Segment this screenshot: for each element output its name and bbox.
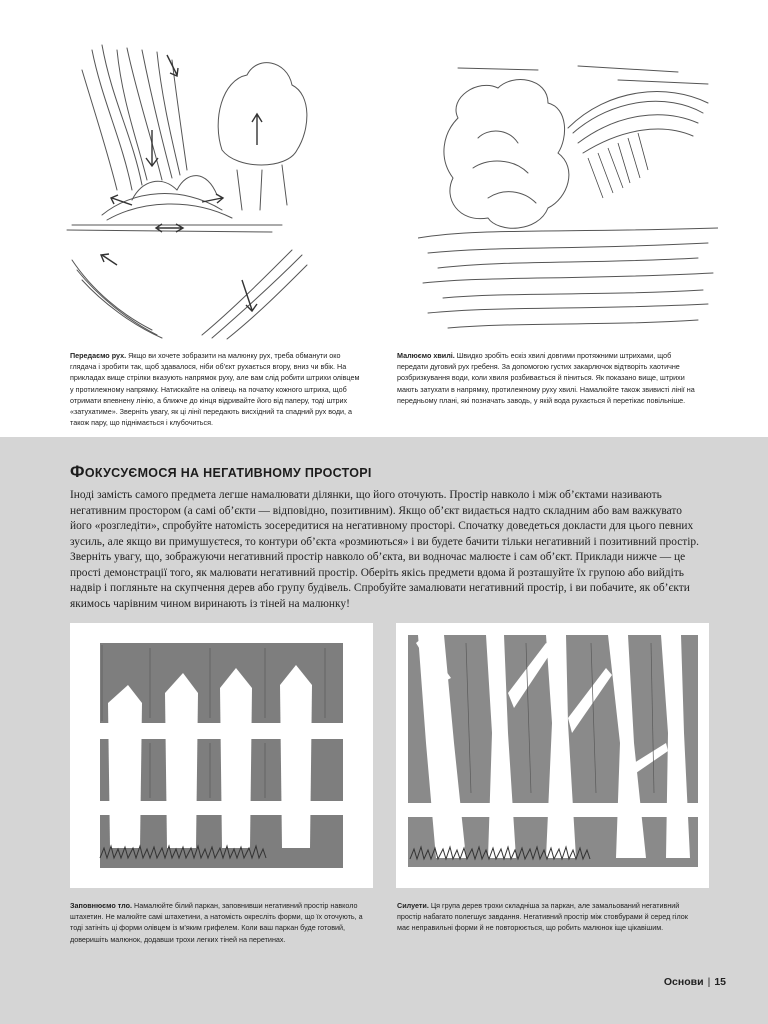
trees-caption [397, 900, 702, 934]
fence-caption [70, 900, 370, 945]
motion-caption [70, 350, 360, 428]
waves-caption-text: Швидко зробіть ескіз хвилі довгими протяжними штрихами, щоб передати дуговий рух гребеня. За допомогою густих закарлючок відтворіть хаотичне розбризкування води, коли хвиля розбивається й піниться. Як показано вище, штрихи мають затухати в напрямку, протилежному руху хвилі. Намалюйте також звивисті лінії на передньому плані, які позначать заводь, у якій вода рухається й перетікає повільніше. [397, 351, 695, 405]
wave-sketch-drawing [418, 58, 718, 338]
waves-caption [397, 350, 697, 406]
motion-caption-title: Передаємо рух. [70, 351, 127, 360]
section-title-rest: ОКУСУЄМОСЯ НА НЕГАТИВНОМУ ПРОСТОРІ [84, 466, 372, 480]
page-number: 15 [714, 976, 726, 988]
wave-sketch [418, 58, 718, 338]
section-intro: Іноді замість самого предмета легше намалювати ділянки, що його оточують. Простір навколо і між об’єктами називають негативним простором (а самі об’єкти — відповідно, позитивним). Якщо об’єкт видається надто складним або вам важкувато його «розгледіти», спробуйте натомість зосередитися на негативному просторі. Спочатку доведеться докласти для цього певних зусиль, але якщо ви примушуєтеся, то контури об’єкта «розмиються» і ви будете бачити тільки негативний і позитивний простір. Зверніть увагу, що, зображуючи негативний простір навколо об’єкта, ви водночас малюєте і сам об’єкт. Приклади нижче — це прості демонстрації того, як малювати негативний простір. Оберіть якісь предмети вдома й розташуйте їх групою або вийдіть надвір і погляньте на скупчення дерев або групу будівель. Спробуйте замалювати негативний простір, і ви побачите, як об’єкти якимось чарівним чином виринають із тіней на малюнку! [70, 489, 699, 610]
footer-section-name: Основи [663, 976, 704, 988]
section-title-initial: Ф [70, 462, 85, 481]
fence-sketch-drawing [70, 623, 373, 888]
trees-caption-text: Ця група дерев трохи складніша за паркан, але замальований негативний простір набагато полегшує завдання. Негативний простір між стовбурами й серед гілок має неправильні форми й не повторюється, що робить малюнок іще цікавішим. [397, 901, 688, 933]
waves-caption-title: Малюємо хвилі. [397, 351, 455, 360]
section-title [70, 462, 710, 482]
motion-sketch-drawing [62, 40, 322, 340]
trees-caption-title: Силуети. [397, 901, 429, 910]
page-footer [664, 976, 726, 988]
fence-caption-title: Заповнюємо тло. [70, 901, 132, 910]
trees-sketch-drawing [396, 623, 709, 888]
fence-caption-text: Намалюйте білий паркан, заповнивши негативний простір навколо штахетин. Не малюйте самі штахетини, а натомість окресліть форми, що їх оточують, а тоді затініть ці форми олівцем із м’яким грифелем. Коли ваш паркан буде готовий, доверишіть малюнок, додавши трохи легких тіней на перетинах. [70, 901, 363, 944]
motion-sketch [62, 40, 322, 340]
fence-sketch [70, 623, 373, 888]
footer-separator: | [707, 976, 711, 988]
motion-caption-text: Якщо ви хочете зобразити на малюнку рух, треба обманути око глядача і зробити так, щоб здавалося, ніби об’єкт рухається вгору, вниз чи вбік. На прикладах вище стрілки вказують напрямок руху, але вам слід робити штрихи олівцем у протилежному напрямку. Натискайте на олівець на початку кожного штриха, щоб отримати впевнену лінію, а ближче до кінця відривайте його від паперу, тоді штрих «затухатиме». Зверніть увагу, як ці лінії передають висхідний та спадний рух води, а також пару, що піднімається і клубочиться. [70, 351, 360, 428]
trees-sketch [396, 623, 709, 888]
